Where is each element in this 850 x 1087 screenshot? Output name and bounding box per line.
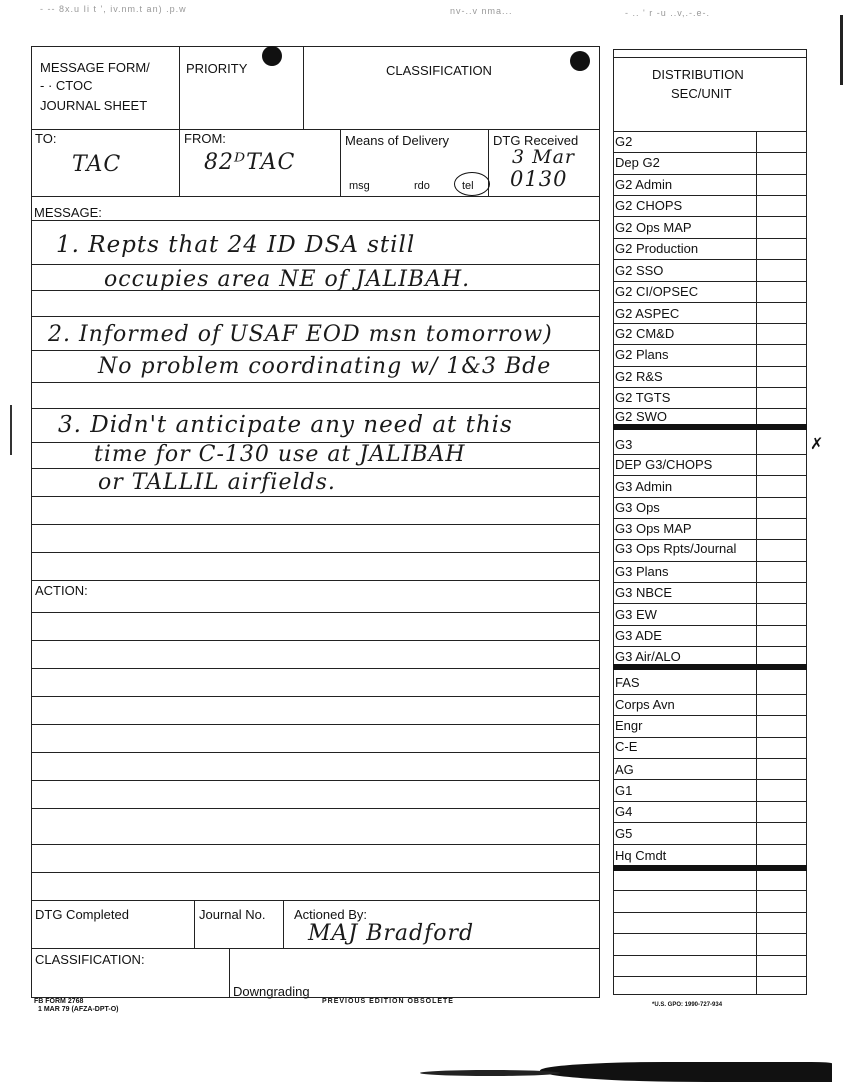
distribution-item: G5 — [615, 826, 633, 841]
distribution-item: G3 — [615, 437, 633, 452]
distribution-item: G3 Ops Rpts/Journal — [615, 541, 737, 556]
actioned-by-label: Actioned By: — [294, 907, 367, 922]
distribution-item: G2 CI/OPSEC — [615, 284, 699, 299]
gpo-note: *U.S. GPO: 1990-727-934 — [652, 1002, 723, 1008]
distribution-item: Engr — [615, 718, 643, 733]
distribution-item: AG — [615, 762, 634, 777]
distribution-item: G2 TGTS — [615, 390, 671, 405]
form-title-line3: JOURNAL SHEET — [40, 98, 148, 113]
scan-smudge-tail — [420, 1070, 560, 1076]
dtg-completed-label: DTG Completed — [35, 907, 129, 922]
dtg-received-time: 0130 — [510, 167, 568, 191]
distribution-item: G1 — [615, 783, 633, 798]
form-title-line2: - · CTOC — [40, 78, 93, 93]
message-line-2: occupies area NE of JALIBAH. — [104, 267, 471, 292]
scan-noise-right: - .. ' r -u ..v,.-.e-. — [625, 8, 711, 18]
distribution-item: Corps Avn — [615, 697, 675, 712]
form-number: FB FORM 2768 — [34, 998, 84, 1005]
means-option-rdo: rdo — [414, 180, 430, 192]
distribution-item: G2 Plans — [615, 347, 669, 362]
to-label: TO: — [35, 131, 57, 146]
distribution-item: DEP G3/CHOPS — [615, 457, 713, 472]
distribution-title-line1: DISTRIBUTION — [652, 67, 744, 82]
distribution-item: G2 CM&D — [615, 326, 675, 341]
distribution-mark: ✗ — [810, 436, 824, 453]
distribution-item: Hq Cmdt — [615, 848, 667, 863]
message-line-5: 3. Didn't anticipate any need at this — [58, 412, 513, 438]
message-line-7: or TALLIL airfields. — [98, 470, 336, 495]
previous-edition-note: PREVIOUS EDITION OBSOLETE — [322, 998, 454, 1005]
distribution-item: G3 Admin — [615, 479, 673, 494]
distribution-item: G2 SSO — [615, 263, 664, 278]
distribution-item: C-E — [615, 739, 638, 754]
message-line-3: 2. Informed of USAF EOD msn tomorrow) — [48, 322, 553, 347]
distribution-item: Dep G2 — [615, 155, 660, 170]
form-title-line1: MESSAGE FORM/ — [40, 60, 150, 75]
journal-no-label: Journal No. — [199, 907, 266, 922]
distribution-item: G3 EW — [615, 607, 657, 622]
scan-edge-mark — [10, 405, 12, 455]
distribution-item: G3 NBCE — [615, 585, 673, 600]
distribution-item: G2 R&S — [615, 369, 663, 384]
scan-edge-mark-right — [840, 15, 843, 85]
distribution-item: G2 — [615, 134, 633, 149]
actioned-by-signature: MAJ Bradford — [308, 921, 475, 946]
scan-smudge — [540, 1062, 832, 1082]
distribution-item: G2 Production — [615, 241, 699, 256]
distribution-item: G3 Air/ALO — [615, 649, 681, 664]
distribution-item: G2 CHOPS — [615, 198, 683, 213]
distribution-item: G3 Plans — [615, 564, 669, 579]
to-value: TAC — [72, 152, 122, 177]
message-line-4: No problem coordinating w/ 1&3 Bde — [98, 354, 552, 379]
distribution-item: G3 ADE — [615, 628, 662, 643]
distribution-item: FAS — [615, 675, 640, 690]
priority-hole-punch — [262, 46, 282, 66]
from-label: FROM: — [184, 131, 226, 146]
message-label: MESSAGE: — [34, 205, 102, 220]
classification-footer-label: CLASSIFICATION: — [35, 952, 145, 967]
classification-hole-punch — [570, 51, 590, 71]
downgrading-label: Downgrading — [233, 984, 310, 999]
means-option-tel: tel — [462, 180, 474, 192]
distribution-item: G2 Ops MAP — [615, 220, 692, 235]
distribution-title-line2: SEC/UNIT — [671, 86, 732, 101]
form-date: 1 MAR 79 (AFZA-DPT-O) — [38, 1006, 119, 1013]
distribution-item: G2 Admin — [615, 177, 673, 192]
dtg-received-date: 3 Mar — [512, 146, 575, 168]
message-line-6: time for C-130 use at JALIBAH — [94, 442, 466, 467]
distribution-item: G2 ASPEC — [615, 306, 680, 321]
priority-label: PRIORITY — [186, 61, 248, 76]
distribution-item: G4 — [615, 804, 633, 819]
scan-noise-middle: nv-..v nma... — [450, 6, 513, 16]
distribution-item: G3 Ops MAP — [615, 521, 692, 536]
means-option-msg: msg — [349, 180, 370, 192]
classification-label: CLASSIFICATION — [386, 63, 492, 78]
message-line-1: 1. Repts that 24 ID DSA still — [56, 232, 416, 258]
means-of-delivery-label: Means of Delivery — [345, 133, 450, 148]
scan-noise-left: - -- 8x.u Ii t ', iv.nm.t an) .p.w — [40, 4, 187, 14]
distribution-item: G3 Ops — [615, 500, 660, 515]
dtg-received-label: DTG Received — [493, 133, 579, 148]
action-label: ACTION: — [35, 583, 88, 598]
from-value: 82ᴰTAC — [204, 150, 296, 175]
distribution-item: G2 SWO — [615, 409, 668, 424]
